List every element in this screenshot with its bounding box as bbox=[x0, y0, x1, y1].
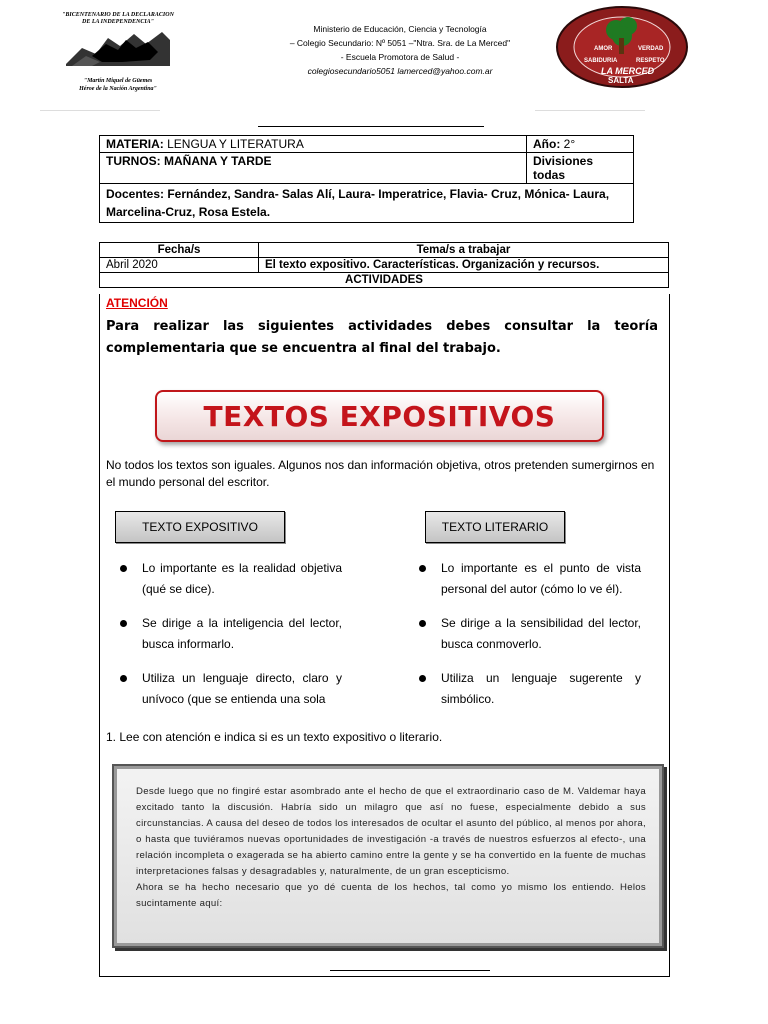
bullet-icon bbox=[419, 620, 426, 627]
faint-line-left bbox=[40, 110, 160, 111]
bullet-icon bbox=[120, 675, 127, 682]
list-item: Lo importante es el punto de vista personal del autor (cómo lo ve él). bbox=[419, 558, 641, 600]
header-divider bbox=[258, 126, 484, 127]
expositivo-label: TEXTO EXPOSITIVO bbox=[115, 511, 285, 543]
list-item: Utiliza un lenguaje sugerente y simbólico. bbox=[419, 668, 641, 710]
fecha-value: Abril 2020 bbox=[100, 258, 259, 273]
list-item: Lo importante es la realidad objetiva (qué se dice). bbox=[120, 558, 342, 600]
guemes-horse-icon bbox=[62, 26, 174, 70]
question-1: 1. Lee con atención e indica si es un texto expositivo o literario. bbox=[106, 730, 443, 744]
list-item: Se dirige a la sensibilidad del lector, busca conmoverlo. bbox=[419, 613, 641, 655]
expositivo-list bbox=[120, 558, 342, 723]
signature-line bbox=[330, 970, 490, 971]
turnos-cell: TURNOS: MAÑANA Y TARDE bbox=[100, 153, 527, 184]
bullet-icon bbox=[120, 565, 127, 572]
fecha-header: Fecha/s bbox=[100, 243, 259, 258]
bullet-icon bbox=[419, 675, 426, 682]
tema-header: Tema/s a trabajar bbox=[259, 243, 669, 258]
banner-title: TEXTOS EXPOSITIVOS bbox=[203, 399, 556, 433]
docentes-cell: Docentes: Fernández, Sandra- Salas Alí, Laura- Imperatrice, Flavia- Cruz, Mónica- Laura, Marcelina-Cruz, Rosa Estela. bbox=[100, 184, 634, 223]
faint-line-right bbox=[535, 110, 645, 111]
logo-caption-bottom: "Martín Miquel de Güemes Héroe de la Nación Argentina" bbox=[79, 78, 157, 92]
quote-text: Desde luego que no fingiré estar asombrado ante el hecho de que el extraordinario caso de M. Valdemar haya excitado tanto la discusión. Habría sido un milagro que así no fuese, especialmente debido a sus circunstancias. A causa del deseo de todos los interesados de ocultar el asunto del público, al menos por ahora, o hasta que tuviéramos nuevas oportunidades de investigación -a través de nuestros esfuerzos al efecto-, una relación incompleta o exagerada se ha abierto camino entre la gente y se ha convertido en la fuente de muchas interpretaciones falsas y desagradables y, naturalmente, de un gran escepticismo. Ahora se ha hecho necesario que yo dé cuenta de los hechos, tal como yo mismo los entiendo. Helos sucintamente aquí: bbox=[136, 786, 646, 909]
list-item: Utiliza un lenguaje directo, claro y unívoco (que se entienda una sola bbox=[120, 668, 342, 710]
intro-paragraph: No todos los textos son iguales. Algunos nos dan información objetiva, otros pretenden sumergirnos en el mundo personal del escritor. bbox=[106, 458, 655, 489]
logo-caption-top: "BICENTENARIO DE LA DECLARACION DE LA INDEPENDENCIA" bbox=[62, 12, 174, 25]
ministry-line: Ministerio de Educación, Ciencia y Tecnología bbox=[313, 24, 487, 34]
materia-cell: MATERIA: LENGUA Y LITERATURA bbox=[100, 136, 527, 153]
bullet-icon bbox=[120, 620, 127, 627]
title-banner bbox=[155, 390, 604, 442]
schedule-table bbox=[99, 242, 669, 288]
intro-text: Para realizar las siguientes actividades debes consultar la teoría complementaria que se encuentra al final del trabajo. bbox=[106, 319, 658, 356]
bicentenario-logo bbox=[62, 12, 174, 90]
school-line: – Colegio Secundario: Nº 5051 –"Ntra. Sra. de La Merced" bbox=[289, 38, 511, 48]
tema-value: El texto expositivo. Características. Organización y recursos. bbox=[259, 258, 669, 273]
divisiones-cell: Divisiones todas bbox=[527, 153, 634, 184]
quote-box bbox=[112, 764, 664, 948]
atencion-label: ATENCIÓN bbox=[106, 296, 168, 310]
email-line: colegiosecundario5051 lamerced@yahoo.com.ar bbox=[307, 66, 493, 76]
bullet-icon bbox=[419, 565, 426, 572]
course-info-table bbox=[99, 135, 634, 223]
anio-cell: Año: 2° bbox=[527, 136, 634, 153]
literario-label: TEXTO LITERARIO bbox=[425, 511, 565, 543]
literario-list bbox=[419, 558, 641, 723]
actividades-header: ACTIVIDADES bbox=[100, 273, 669, 288]
la-merced-crest: AMOR VERDAD SABIDURIA RESPETO LA MERCED SALTA bbox=[556, 6, 689, 88]
list-item: Se dirige a la inteligencia del lector, busca informarlo. bbox=[120, 613, 342, 655]
promotora-line: - Escuela Promotora de Salud - bbox=[340, 52, 460, 62]
school-header bbox=[200, 22, 600, 78]
